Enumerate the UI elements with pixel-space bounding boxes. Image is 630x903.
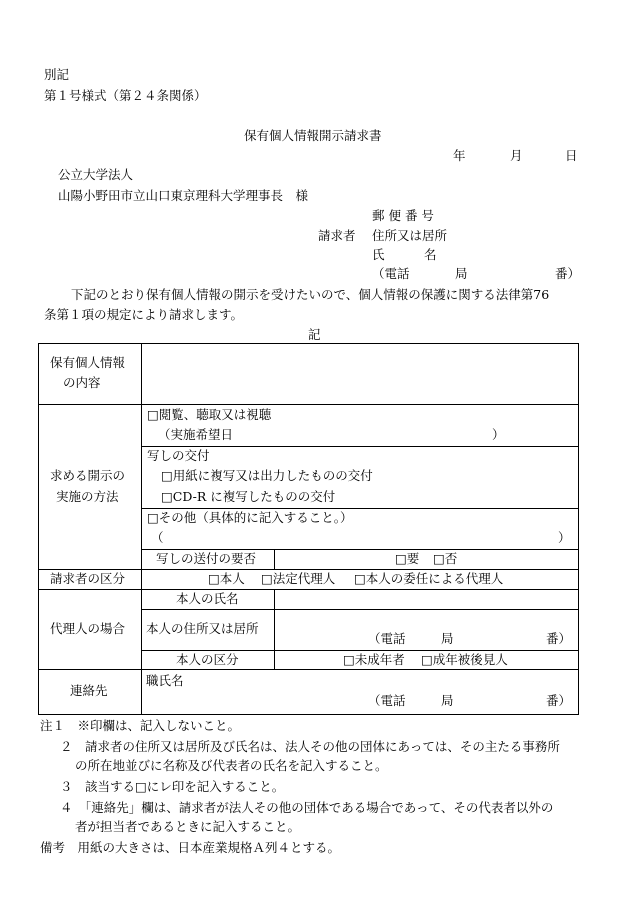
note-4-line1: ４ 「連絡先」欄は、請求者が法人その他の団体である場合であって、その代表者以外の xyxy=(60,800,554,815)
category-self-checkbox[interactable]: □本人 xyxy=(208,571,245,586)
agent-tel-station: 局 xyxy=(441,631,454,646)
other-option-checkbox[interactable]: □その他（具体的に記入すること。） xyxy=(147,510,353,525)
intro-line1: 下記のとおり保有個人情報の開示を受けたいので、個人情報の保護に関する法律第76 xyxy=(71,287,550,302)
method-label-line1: 求める開示の xyxy=(50,468,126,483)
page-title: 保有個人情報開示請求書 xyxy=(244,128,382,143)
principal-address-label: 本人の住所又は居所 xyxy=(146,621,259,636)
category-delegate-checkbox[interactable]: □本人の委任による代理人 xyxy=(354,571,504,586)
note-2-line1: ２ 請求者の住所又は居所及び氏名は、法人その他の団体にあっては、その主たる事務所 xyxy=(60,739,560,754)
copy-title: 写しの交付 xyxy=(147,448,210,463)
date-year-label: 年 xyxy=(453,148,466,163)
note-2-line2: の所在地並びに名称及び代表者の氏名を記入すること。 xyxy=(75,758,388,773)
name-label-first: 氏 xyxy=(372,247,385,262)
requester-tel-open: （電話 xyxy=(372,266,410,281)
postal-code-label: 郵 便 番 号 xyxy=(372,208,434,223)
other-close-paren: ） xyxy=(558,530,571,545)
principal-guardian-checkbox[interactable]: □成年被後見人 xyxy=(421,652,508,667)
form-number: 第１号様式（第２４条関係） xyxy=(44,88,207,103)
mail-no-checkbox[interactable]: □否 xyxy=(433,551,458,566)
copy-paper-checkbox[interactable]: □用紙に複写又は出力したものの交付 xyxy=(161,468,373,483)
personal-info-label-line1: 保有個人情報 xyxy=(50,355,126,370)
requester-category-label: 請求者の区分 xyxy=(50,571,126,586)
mail-yes-checkbox[interactable]: □要 xyxy=(395,551,420,566)
remark: 備考 用紙の大きさは、日本産業規格Ａ列４とする。 xyxy=(40,840,341,855)
principal-minor-checkbox[interactable]: □未成年者 xyxy=(343,652,405,667)
requester-tel-close: 番） xyxy=(555,266,581,281)
agent-section-label: 代理人の場合 xyxy=(50,621,126,636)
requester-tel-station: 局 xyxy=(455,266,468,281)
note-3: ３ 該当する□にレ印を記入すること。 xyxy=(60,779,285,794)
addressee-line2: 山陽小野田市立山口東京理科大学理事長 様 xyxy=(58,188,309,203)
agent-tel-open: （電話 xyxy=(368,631,406,646)
view-date-close: ） xyxy=(492,427,505,442)
contact-person-label: 職氏名 xyxy=(146,673,184,688)
addressee-line1: 公立大学法人 xyxy=(58,167,134,182)
annex-label: 別記 xyxy=(44,67,70,82)
other-open-paren: （ xyxy=(151,530,164,545)
ki-label: 記 xyxy=(308,327,321,342)
contact-tel-close: 番） xyxy=(546,693,572,708)
copy-cdr-checkbox[interactable]: □CD-R に複写したものの交付 xyxy=(161,489,336,504)
principal-name-label: 本人の氏名 xyxy=(176,591,239,606)
view-date-open: （実施希望日 xyxy=(158,427,234,442)
date-month-label: 月 xyxy=(510,148,523,163)
category-legal-agent-checkbox[interactable]: □法定代理人 xyxy=(261,571,336,586)
contact-tel-station: 局 xyxy=(441,693,454,708)
requester-label: 請求者 xyxy=(318,228,356,243)
mail-required-label: 写しの送付の要否 xyxy=(156,551,257,566)
date-day-label: 日 xyxy=(565,148,578,163)
name-label-second: 名 xyxy=(424,247,437,262)
note-4-line2: 者が担当者であるときに記入すること。 xyxy=(75,819,301,834)
personal-info-label-line2: の内容 xyxy=(63,375,101,390)
intro-line2: 条第１項の規定により請求します。 xyxy=(44,307,244,322)
method-label-line2: 実施の方法 xyxy=(56,489,119,504)
agent-tel-close: 番） xyxy=(546,631,572,646)
contact-label: 連絡先 xyxy=(70,683,108,698)
contact-tel-open: （電話 xyxy=(368,693,406,708)
view-option-checkbox[interactable]: □閲覧、聴取又は視聴 xyxy=(147,407,272,422)
principal-category-label: 本人の区分 xyxy=(176,652,239,667)
address-label: 住所又は居所 xyxy=(372,228,448,243)
note-1: 注１ ※印欄は、記入しないこと。 xyxy=(40,718,241,733)
